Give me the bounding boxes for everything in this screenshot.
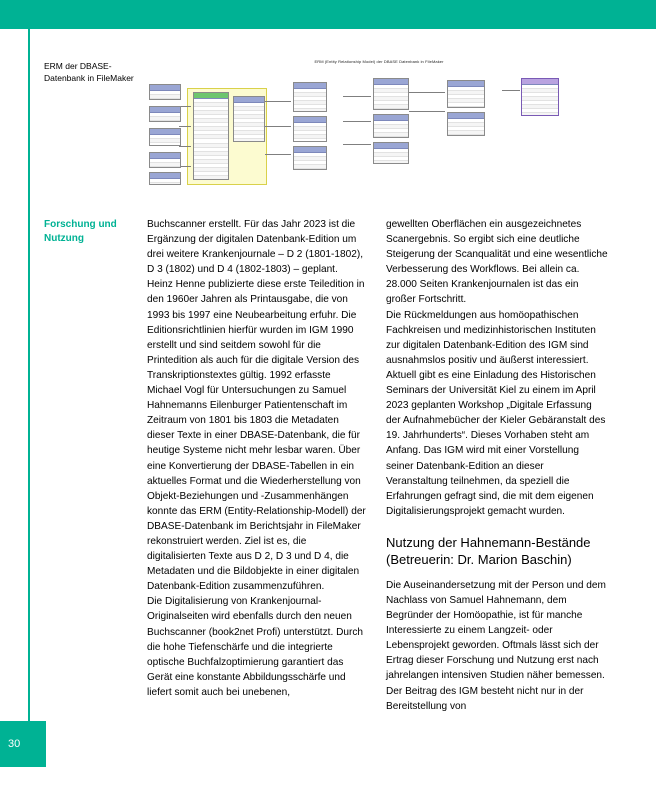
diagram-table bbox=[373, 78, 409, 110]
section-label-line1: Forschung und bbox=[44, 219, 117, 230]
subsection-heading bbox=[386, 534, 608, 568]
diagram-table bbox=[149, 106, 181, 122]
top-accent-bar bbox=[0, 0, 656, 29]
figure-canvas bbox=[147, 66, 611, 191]
diagram-connector bbox=[343, 96, 371, 97]
diagram-table-main bbox=[193, 92, 229, 180]
diagram-table bbox=[293, 146, 327, 170]
figure-erm-diagram bbox=[147, 57, 611, 191]
page-number: 30 bbox=[0, 721, 46, 767]
diagram-table bbox=[149, 84, 181, 100]
diagram-table bbox=[447, 80, 485, 108]
section-label bbox=[44, 218, 144, 246]
diagram-table bbox=[149, 152, 181, 168]
diagram-connector bbox=[343, 144, 371, 145]
diagram-connector bbox=[179, 126, 191, 127]
diagram-connector bbox=[265, 154, 291, 155]
diagram-table bbox=[447, 112, 485, 136]
paragraph: Die Digitalisierung von Krankenjournal-Originalseiten wird ebenfalls durch den neuen Buchscanner (book2net Profi) unterstützt. Durch die hohe Tiefenschärfe und die integrierte optische Buchfalzoptimierung garantiert das Gerät eine konstante Abbildungsschärfe und liefert somit auch bei unebenen, bbox=[147, 596, 364, 698]
diagram-table bbox=[293, 116, 327, 142]
diagram-connector bbox=[409, 92, 445, 93]
diagram-table bbox=[233, 96, 265, 142]
diagram-table bbox=[293, 82, 327, 112]
diagram-connector bbox=[265, 126, 291, 127]
paragraph: Die Rückmeldungen aus homöopathischen Fachkreisen und medizinhistorischen Instituten zur digitalen Datenbank-Edition des IGM sind ausnahmslos positiv und äußerst interessiert. Aktuell gibt es eine Einladung des Historischen Seminars der Universität Kiel zu einem im April 2023 geplanten Workshop „Digitale Erfassung der Aufnahmebücher der Kieler Gebäranstalt des 19. Jahrhunderts“. Dieses Vorhaben steht am Anfang. Das IGM wird mit einer Vorstellung seiner Datenbank-Edition an dieser Veranstaltung teilnehmen, da speziell die Erfahrungen gefragt sind, die mit dem eigenen Digitalisierungsprojekt gemacht wurden. bbox=[386, 309, 606, 517]
paragraph: Die Auseinandersetzung mit der Person und dem Nachlass von Samuel Hahnemann, dem Begründer der Homöopathie, ist für manche Interessierte zu einem Langzeit- oder Lebensprojekt geworden. Oftmals lässt sich der Ertrag dieser Forschung und Nutzung erst nach jahrelangen intensiven Studien näher bemessen. Der Beitrag des IGM besteht nicht nur in der Bereitstellung von bbox=[386, 579, 606, 712]
diagram-table-highlighted bbox=[521, 78, 559, 116]
subsection-heading-line1: Nutzung der Hahnemann-Bestände bbox=[386, 534, 591, 550]
diagram-connector bbox=[265, 101, 291, 102]
diagram-table bbox=[149, 128, 181, 146]
diagram-table bbox=[149, 172, 181, 185]
section-label-line2: Nutzung bbox=[44, 233, 84, 244]
paragraph: Buchscanner erstellt. Für das Jahr 2023 ist die Ergänzung der digitalen Datenbank-Edition um drei weitere Krankenjournale – D 2 (1801-1802), D 3 (1802) und D 4 (1802-1803) – geplant. Heinz Henne publizierte diese erste Teiledition in den 1960er Jahren als Printausgabe, die von 1993 bis 1997 eine Neubearbeitung erfuhr. Die Editionsrichtlinien hierfür wurden im IGM 1990 erstellt und sind seitdem sowohl für die Printedition als auch für die digitale Version des Transkriptionstextes gültig. 1992 erfasste Michael Vogl für Untersuchungen zu Samuel Hahnemanns Eilenburger Patientenschaft im Zeitraum von 1801 bis 1803 die Metadaten dieser Texte in einer DBASE-Datenbank, die für heutige Systeme nicht mehr lesbar waren. Über eine Konvertierung der DBASE-Tabellen in ein aktuelles Format und die Wiederherstellung von Objekt-Beziehungen und -Zusammenhängen konnte das ERM (Entity-Relationship-Modell) der DBASE-Datenbank im Berichtsjahr in FileMaker rekonstruiert werden. Ziel ist es, die digitalisierten Texte aus D 2, D 3 und D 4, die Metadaten und die Bildobjekte in einer digitalen Datenbank-Edition zusammenzuführen. bbox=[147, 219, 366, 593]
diagram-table bbox=[373, 142, 409, 164]
figure-title: ERM (Entity Relationship Model) der DBASE Datenbank in FileMaker bbox=[314, 59, 444, 64]
diagram-connector bbox=[409, 111, 445, 112]
left-margin-rule bbox=[28, 29, 30, 721]
diagram-connector bbox=[502, 90, 520, 91]
diagram-connector bbox=[343, 121, 371, 122]
diagram-table bbox=[373, 114, 409, 138]
body-column-left bbox=[147, 217, 366, 700]
figure-caption: ERM der DBASE-Datenbank in FileMaker bbox=[44, 61, 134, 83]
subsection-heading-line2: (Betreuerin: Dr. Marion Baschin) bbox=[386, 551, 572, 567]
body-column-right bbox=[386, 217, 608, 714]
paragraph: gewellten Oberflächen ein ausgezeichnetes Scanergebnis. So ergibt sich eine deutliche Steigerung der Scanqualität und eine wesentliche Verbesserung des Workflows. Bei allein ca. 28.000 Seiten Krankenjournalen ist das ein großer Fortschritt. bbox=[386, 219, 608, 306]
diagram-connector bbox=[179, 146, 191, 147]
